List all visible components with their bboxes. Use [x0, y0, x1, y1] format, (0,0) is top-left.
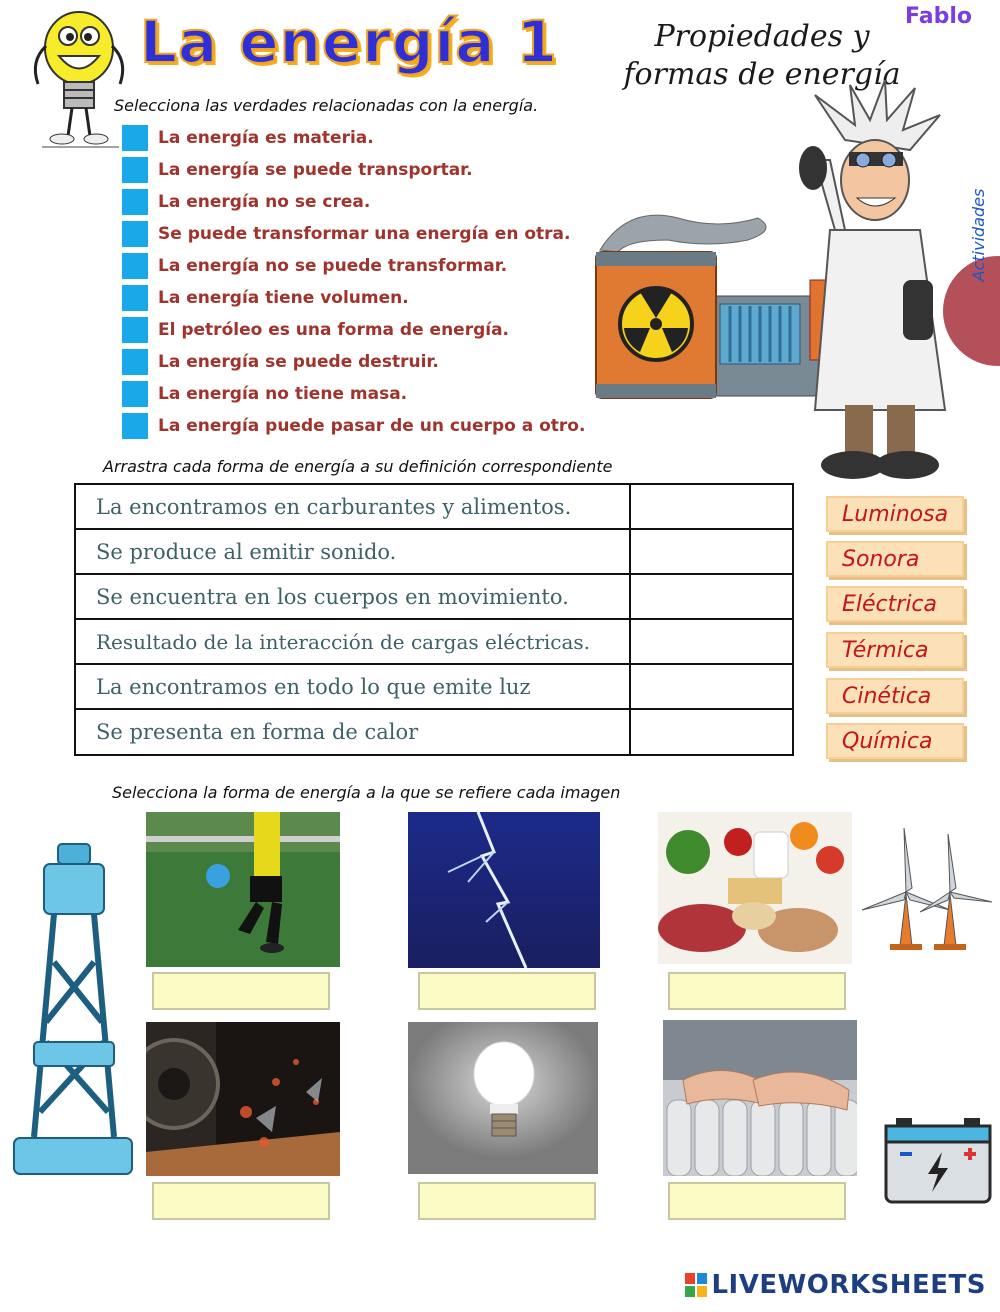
checklist-label: La energía no se crea. — [158, 192, 371, 212]
lightbulb-mascot-illustration — [24, 6, 134, 148]
oil-derrick-illustration — [10, 842, 135, 1177]
checkbox[interactable] — [122, 381, 148, 407]
definition-text: Se produce al emitir sonido. — [76, 530, 631, 573]
checklist-label: La energía no se puede transformar. — [158, 256, 508, 276]
author-name: Fablo — [905, 4, 972, 29]
draggable-option-electrica[interactable]: Eléctrica — [826, 586, 964, 622]
drop-zone[interactable] — [631, 575, 792, 618]
section3-instruction: Selecciona la forma de energía a la que se refiere cada imagen — [112, 783, 621, 802]
drop-zone[interactable] — [631, 620, 792, 663]
checkbox[interactable] — [122, 221, 148, 247]
liveworksheets-logo-icon — [685, 1273, 707, 1297]
checkbox[interactable] — [122, 125, 148, 151]
checklist-item[interactable] — [122, 220, 570, 248]
checklist-label: Se puede transformar una energía en otra. — [158, 224, 571, 244]
image-answer-box[interactable] — [668, 972, 846, 1010]
checklist-label: La energía se puede transportar. — [158, 160, 473, 180]
checklist-label: La energía es materia. — [158, 128, 374, 148]
draggable-option-quimica[interactable]: Química — [826, 723, 964, 759]
checklist-item[interactable] — [122, 124, 374, 152]
checklist-item[interactable] — [122, 316, 509, 344]
battery-illustration — [882, 1118, 994, 1206]
checklist-label: La energía no tiene masa. — [158, 384, 408, 404]
table-row — [76, 620, 792, 665]
definition-text: Resultado de la interacción de cargas eléctricas. — [76, 620, 631, 663]
definitions-table — [74, 483, 794, 756]
light-bulb-image — [408, 1022, 598, 1174]
wind-turbines-illustration — [860, 826, 995, 952]
checklist-item[interactable] — [122, 380, 407, 408]
checklist-label: La energía puede pasar de un cuerpo a otro. — [158, 416, 586, 436]
soccer-player-image — [146, 812, 340, 967]
section2-instruction: Arrastra cada forma de energía a su definición correspondiente — [103, 457, 613, 476]
definition-text: Se presenta en forma de calor — [76, 710, 631, 754]
lightning-image — [408, 812, 600, 968]
draggable-option-luminosa[interactable]: Luminosa — [826, 496, 964, 532]
page-subtitle: Propiedades y formas de energía — [623, 19, 901, 92]
grade-number: 6º — [941, 219, 969, 251]
checklist-item[interactable] — [122, 252, 507, 280]
image-answer-box[interactable] — [418, 972, 596, 1010]
draggable-option-sonora[interactable]: Sonora — [826, 541, 964, 577]
checklist-item[interactable] — [122, 284, 409, 312]
food-image — [658, 812, 852, 964]
footer-brand — [685, 1270, 986, 1300]
checklist-item[interactable] — [122, 188, 370, 216]
table-row — [76, 710, 792, 754]
definition-text: La encontramos en todo lo que emite luz — [76, 665, 631, 708]
image-answer-box[interactable] — [418, 1182, 596, 1220]
image-answer-box[interactable] — [152, 972, 330, 1010]
table-row — [76, 485, 792, 530]
draggable-option-cinetica[interactable]: Cinética — [826, 678, 964, 714]
checklist-item[interactable] — [122, 156, 473, 184]
checkbox[interactable] — [122, 317, 148, 343]
checkbox[interactable] — [122, 413, 148, 439]
drop-zone[interactable] — [631, 710, 792, 754]
checklist-label: El petróleo es una forma de energía. — [158, 320, 510, 340]
scientist-illustration — [775, 80, 950, 485]
drop-zone[interactable] — [631, 665, 792, 708]
radiator-hands-image — [663, 1020, 857, 1176]
checkbox[interactable] — [122, 285, 148, 311]
checkbox[interactable] — [122, 349, 148, 375]
grade-label: Actividades — [969, 188, 988, 282]
image-answer-box[interactable] — [152, 1182, 330, 1220]
checklist-item[interactable] — [122, 348, 439, 376]
checklist-label: La energía tiene volumen. — [158, 288, 409, 308]
table-row — [76, 530, 792, 575]
page-title: La energía 1 — [140, 8, 558, 76]
drop-zone[interactable] — [631, 485, 792, 528]
image-answer-box[interactable] — [668, 1182, 846, 1220]
section1-instruction: Selecciona las verdades relacionadas con la energía. — [114, 96, 539, 115]
checklist-label: La energía se puede destruir. — [158, 352, 439, 372]
table-row — [76, 665, 792, 710]
draggable-option-termica[interactable]: Térmica — [826, 632, 964, 668]
speaker-glass-image — [146, 1022, 340, 1176]
checkbox[interactable] — [122, 189, 148, 215]
table-row — [76, 575, 792, 620]
footer-brand-text: LIVEWORKSHEETS — [711, 1270, 986, 1300]
drop-zone[interactable] — [631, 530, 792, 573]
definition-text: La encontramos en carburantes y alimentos. — [76, 485, 631, 528]
checkbox[interactable] — [122, 157, 148, 183]
grade-badge-text — [942, 180, 1000, 290]
checklist-item[interactable] — [122, 412, 585, 440]
definition-text: Se encuentra en los cuerpos en movimiento. — [76, 575, 631, 618]
checkbox[interactable] — [122, 253, 148, 279]
